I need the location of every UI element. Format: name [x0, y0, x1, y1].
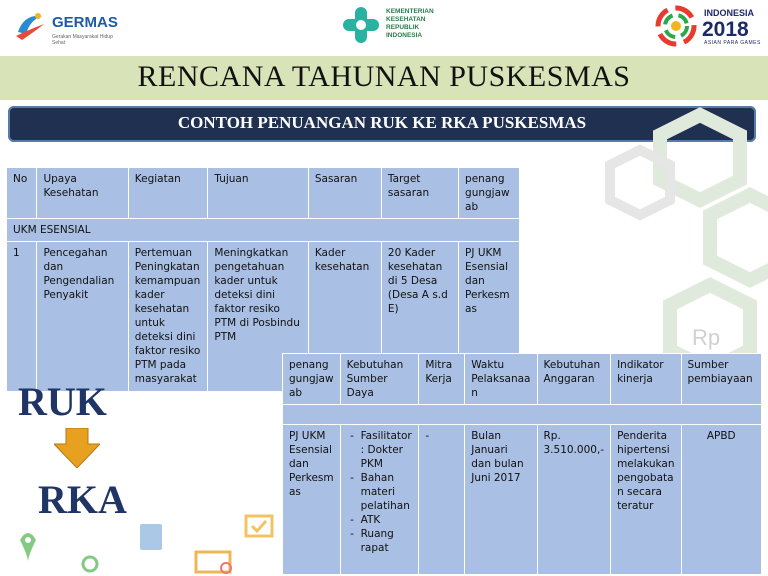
cell-waktu: Bulan Januari dan bulan Juni 2017 — [465, 425, 537, 575]
header-cell: Sumber pembiayaan — [681, 354, 762, 405]
header-cell: Kebutuhan Sumber Daya — [340, 354, 419, 405]
cell-sumber-biaya: APBD — [681, 425, 762, 575]
header-cell: Target sasaran — [381, 168, 458, 219]
blank-row — [283, 405, 762, 425]
section-row — [7, 219, 520, 242]
table-row — [283, 425, 762, 575]
header-cell: penang gungjaw ab — [459, 168, 520, 219]
germas-name: GERMAS — [52, 14, 118, 31]
header-cell: Tujuan — [208, 168, 308, 219]
kemkes-logo — [340, 2, 450, 50]
asian-games-line3: ASIAN PARA GAMES — [704, 40, 761, 46]
asian-games-year: 2018 — [702, 18, 749, 41]
blank-cell — [283, 405, 762, 425]
list-item: - Bahan materi pelatihan — [361, 471, 413, 513]
asian-games-line1: INDONESIA — [704, 8, 755, 18]
header-cell: Mitra Kerja — [419, 354, 465, 405]
header-cell: Sasaran — [308, 168, 381, 219]
cell-tujuan: Meningkatkan pengetahuan kader untuk deteksi dini faktor resiko PTM di Posbindu PTM — [208, 242, 308, 392]
header-cell: Kebutuhan Anggaran — [537, 354, 611, 405]
header-cell: penang gungjaw ab — [283, 354, 341, 405]
page-title: RENCANA TAHUNAN PUSKESMAS — [137, 60, 631, 93]
asian-games-logo-icon — [654, 4, 698, 48]
header-cell: Indikator kinerja — [611, 354, 681, 405]
cell-anggaran: Rp. 3.510.000,- — [537, 425, 611, 575]
section-label: UKM ESENSIAL — [7, 219, 520, 242]
cell-mitra: - — [419, 425, 465, 575]
header-cell: Waktu Pelaksanaa n — [465, 354, 537, 405]
cell-pj: PJ UKM Esensial dan Perkesm as — [459, 242, 520, 392]
header-cell: Upaya Kesehatan — [37, 168, 128, 219]
germas-tagline: Gerakan Masyarakat Hidup Sehat — [52, 34, 113, 46]
cell-pj: PJ UKM Esensial dan Perkesm as — [283, 425, 341, 575]
germas-logo-icon — [14, 10, 46, 42]
cell-sumber-daya — [340, 425, 419, 575]
asian-games-logo — [654, 4, 764, 50]
decorative-icons — [0, 500, 282, 576]
svg-text:Rp: Rp — [692, 325, 721, 350]
list-item: - ATK — [361, 513, 413, 527]
cell-sasaran: Kader kesehatan — [308, 242, 381, 392]
arrow-down-icon — [54, 428, 100, 468]
rka-label: RKA — [38, 477, 127, 522]
ruk-label: RUK — [18, 379, 107, 424]
header-cell: No — [7, 168, 37, 219]
table-header-row — [283, 354, 762, 405]
germas-logo — [14, 8, 134, 48]
rka-table — [282, 353, 762, 575]
cell-target: 20 Kader kesehatan di 5 Desa (Desa A s.d E) — [381, 242, 458, 392]
cell-kegiatan: Pertemuan Peningkatan kemampuan kader kesehatan untuk deteksi dini faktor resiko PTM pada masyarakat — [128, 242, 208, 392]
kemkes-text: KEMENTERIAN KESEHATAN REPUBLIK INDONESIA — [386, 8, 434, 39]
subtitle: CONTOH PENUANGAN RUK KE RKA PUSKESMAS — [177, 113, 587, 132]
cell-no: 1 — [7, 242, 37, 392]
resource-list — [347, 429, 413, 555]
list-item: - Ruang rapat — [361, 527, 413, 555]
cell-upaya: Pencegahan dan Pengendalian Penyakit — [37, 242, 128, 392]
table-header-row — [7, 168, 520, 219]
list-item: - Fasilitator : Dokter PKM — [361, 429, 413, 471]
kemkes-logo-icon — [340, 4, 382, 46]
cell-indikator: Penderita hipertensi melakukan pengobata n secara teratur — [611, 425, 681, 575]
header-cell: Kegiatan — [128, 168, 208, 219]
